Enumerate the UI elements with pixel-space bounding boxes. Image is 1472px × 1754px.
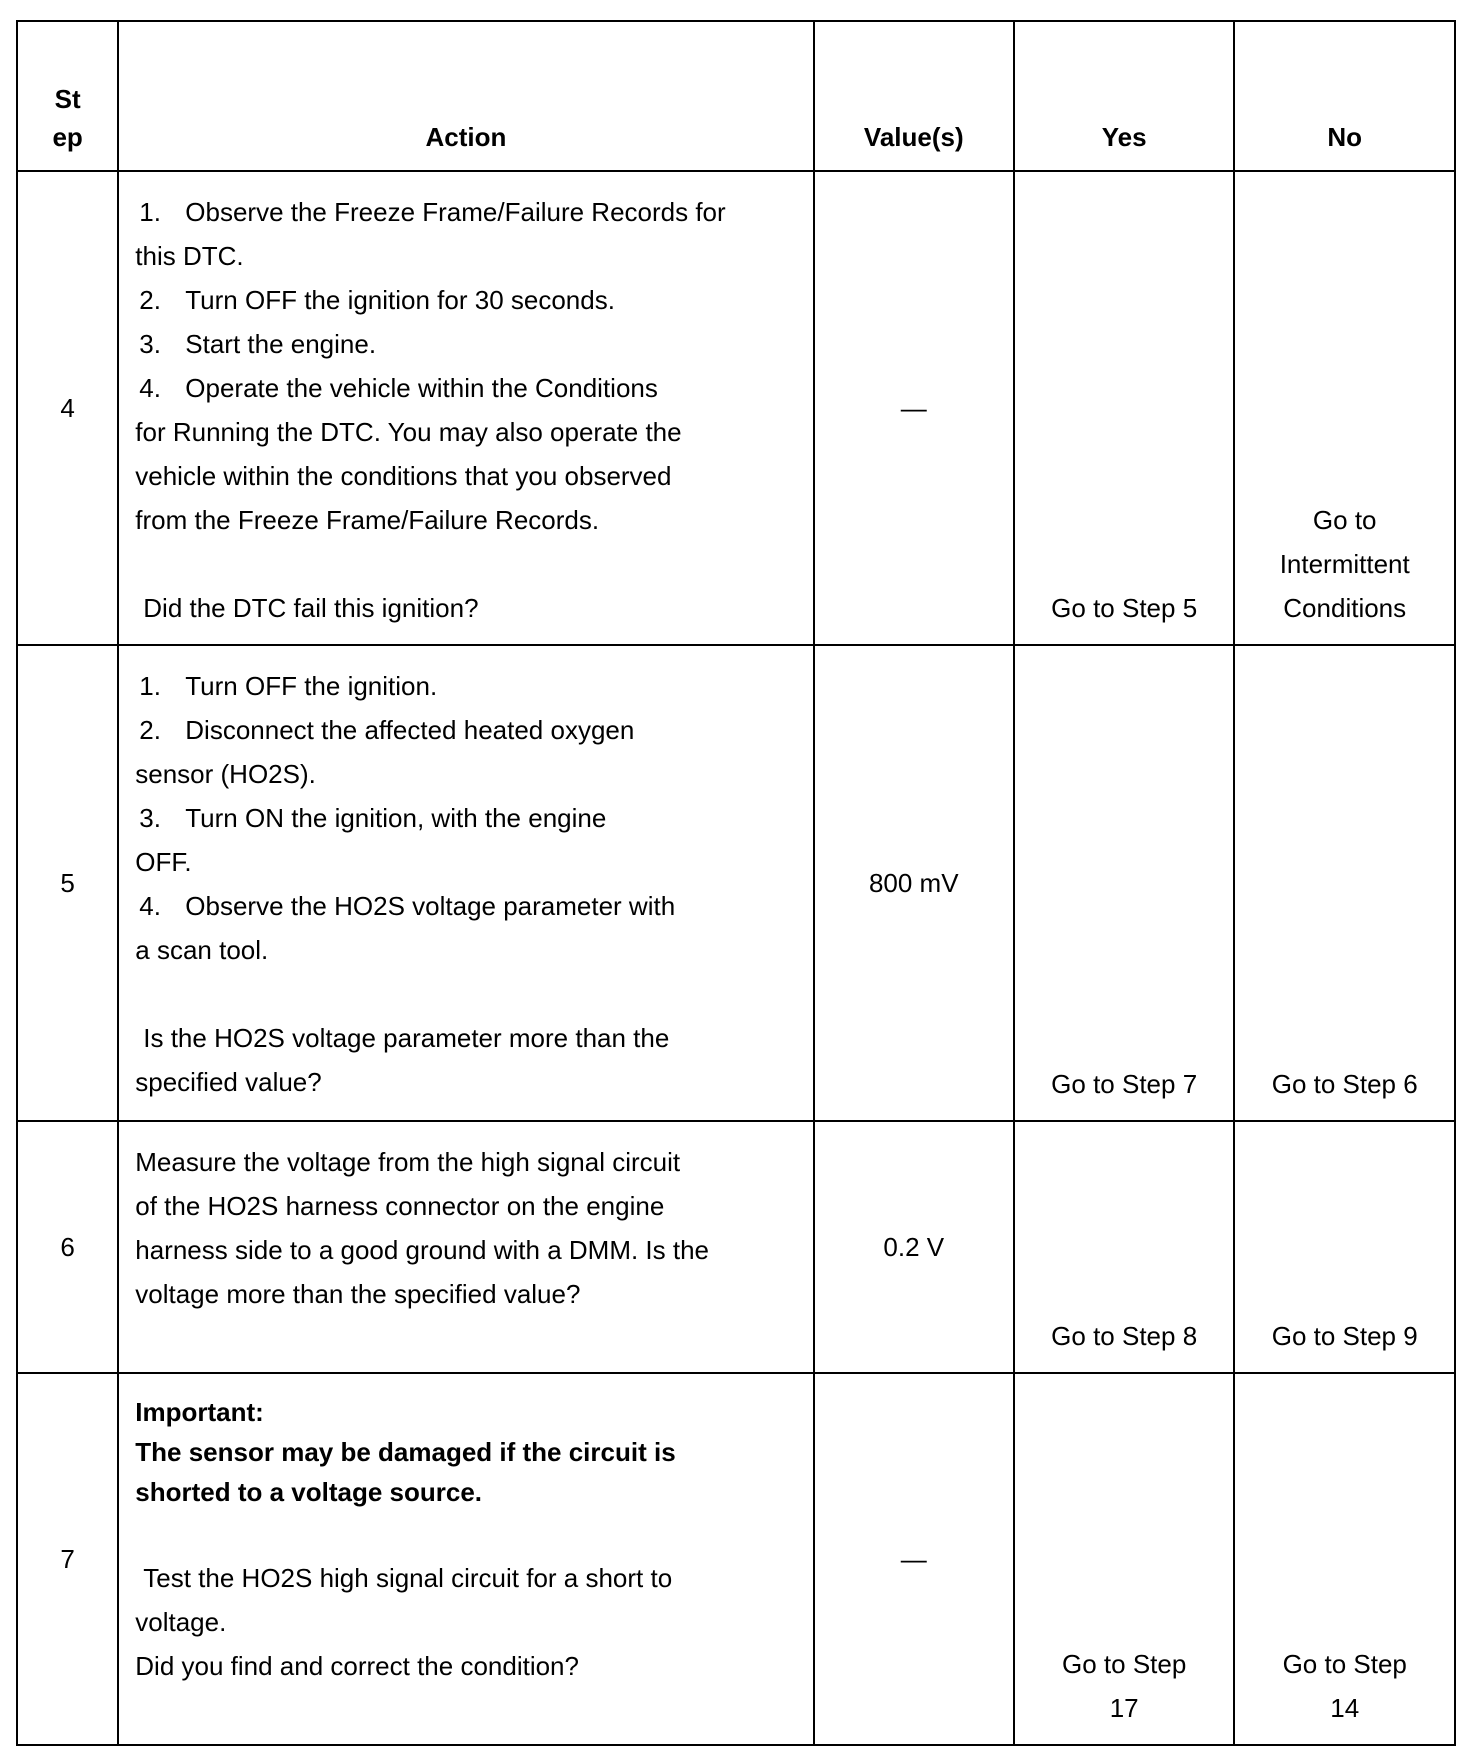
table-row	[17, 1373, 1455, 1745]
table-row	[17, 645, 1455, 1121]
table-row	[17, 1121, 1455, 1373]
header-action: Action	[118, 21, 813, 171]
value-cell: 800 mV	[814, 645, 1014, 1121]
value-cell: —	[814, 171, 1014, 645]
yes-cell: Go to Step 5	[1014, 171, 1235, 645]
no-cell: Go to Step 14	[1234, 1373, 1455, 1745]
question-text: Is the HO2S voltage parameter more than the	[143, 1023, 670, 1053]
header-row	[17, 21, 1455, 171]
value-cell: 0.2 V	[814, 1121, 1014, 1373]
no-cell: Go to Step 6	[1234, 645, 1455, 1121]
step-number: 5	[17, 645, 118, 1121]
step-number: 4	[17, 171, 118, 645]
header-no: No	[1234, 21, 1455, 171]
yes-cell: Go to Step 8	[1014, 1121, 1235, 1373]
yes-cell: Go to Step 17	[1014, 1373, 1235, 1745]
question-text: Did the DTC fail this ignition?	[143, 593, 479, 623]
important-label: Important:	[135, 1397, 264, 1427]
action-cell: 1. Observe the Freeze Frame/Failure Records for this DTC. 2. Turn OFF the ignition for 30 seconds. 3. Start the engine. 4. Operate the vehicle within the Conditions for Running the DTC. You may also operate the vehicle within the conditions that you observed from the Freeze Frame/Failure Records. Did the DTC fail this ignition?	[118, 171, 813, 645]
step-number: 7	[17, 1373, 118, 1745]
action-cell: Important: The sensor may be damaged if the circuit is shorted to a voltage source. Test the HO2S high signal circuit for a short to voltage. Did you find and correct the condition?	[118, 1373, 813, 1745]
step-number: 6	[17, 1121, 118, 1373]
question-text: Test the HO2S high signal circuit for a short to	[143, 1563, 673, 1593]
header-yes: Yes	[1014, 21, 1235, 171]
no-cell: Go to Intermittent Conditions	[1234, 171, 1455, 645]
table-row	[17, 171, 1455, 645]
action-cell: Measure the voltage from the high signal circuit of the HO2S harness connector on the engine harness side to a good ground with a DMM. Is the voltage more than the specified value?	[118, 1121, 813, 1373]
header-step: St ep	[17, 21, 118, 171]
diagnostic-table	[16, 20, 1456, 1746]
no-cell: Go to Step 9	[1234, 1121, 1455, 1373]
value-cell: —	[814, 1373, 1014, 1745]
header-values: Value(s)	[814, 21, 1014, 171]
action-cell: 1. Turn OFF the ignition. 2. Disconnect the affected heated oxygen sensor (HO2S). 3. Turn ON the ignition, with the engine OFF. 4. Observe the HO2S voltage parameter with a scan tool. Is the HO2S voltage parameter more than the specified value?	[118, 645, 813, 1121]
yes-cell: Go to Step 7	[1014, 645, 1235, 1121]
